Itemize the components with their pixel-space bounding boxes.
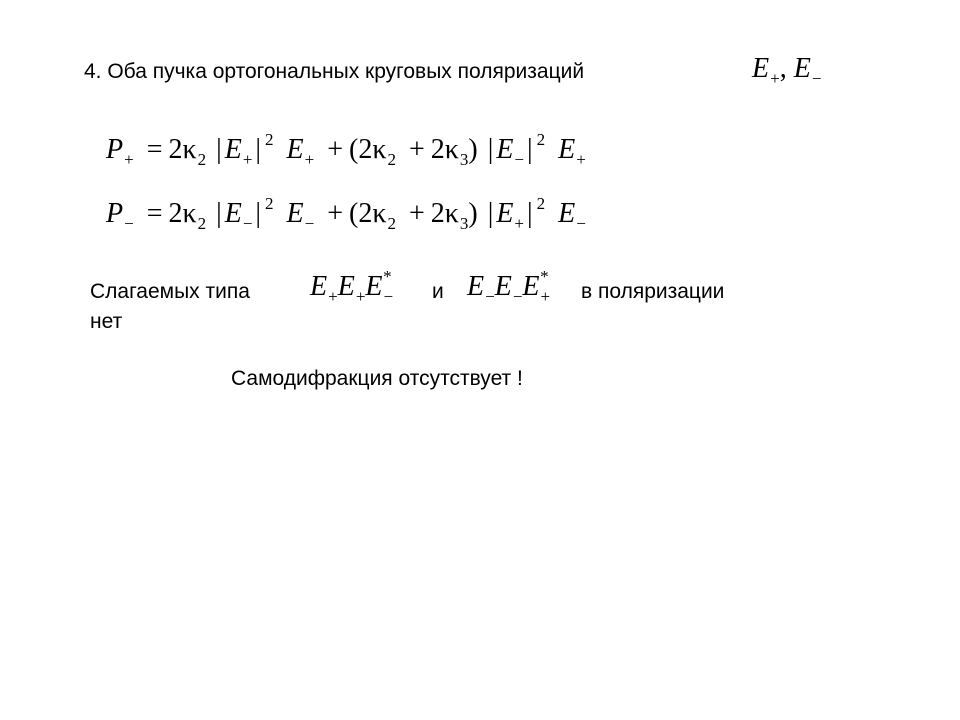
note-conjunction: и [432, 280, 444, 303]
note-prefix: Слагаемых типа [90, 280, 250, 303]
term-plus-plus-minusconj: $E_+E_+E_-^*$ [310, 267, 394, 306]
note-suffix: в поляризации [581, 280, 725, 303]
note-line2: нет [90, 310, 123, 333]
conclusion: Самодифракция отсутствует ! [231, 367, 523, 390]
equation-p-plus: $P_+ = 2\kappa_2$ | $E_+$ | $^2$ $E_+ + (2\kappa_2 + 2\kappa_3)$ | $E_-$ | $^2$ $E_+$ [106, 130, 586, 169]
polarization-fields: $E_+$, $E_-$ [752, 53, 822, 88]
equation-p-minus: $P_- = 2\kappa_2$ | $E_-$ | $^2$ $E_- + (2\kappa_2 + 2\kappa_3)$ | $E_+$ | $^2$ $E_-$ [106, 194, 586, 233]
term-minus-minus-plusconj: $E_-E_-E_+^*$ [467, 267, 551, 306]
section-heading: 4. Оба пучка ортогональных круговых поляризаций [84, 60, 585, 83]
